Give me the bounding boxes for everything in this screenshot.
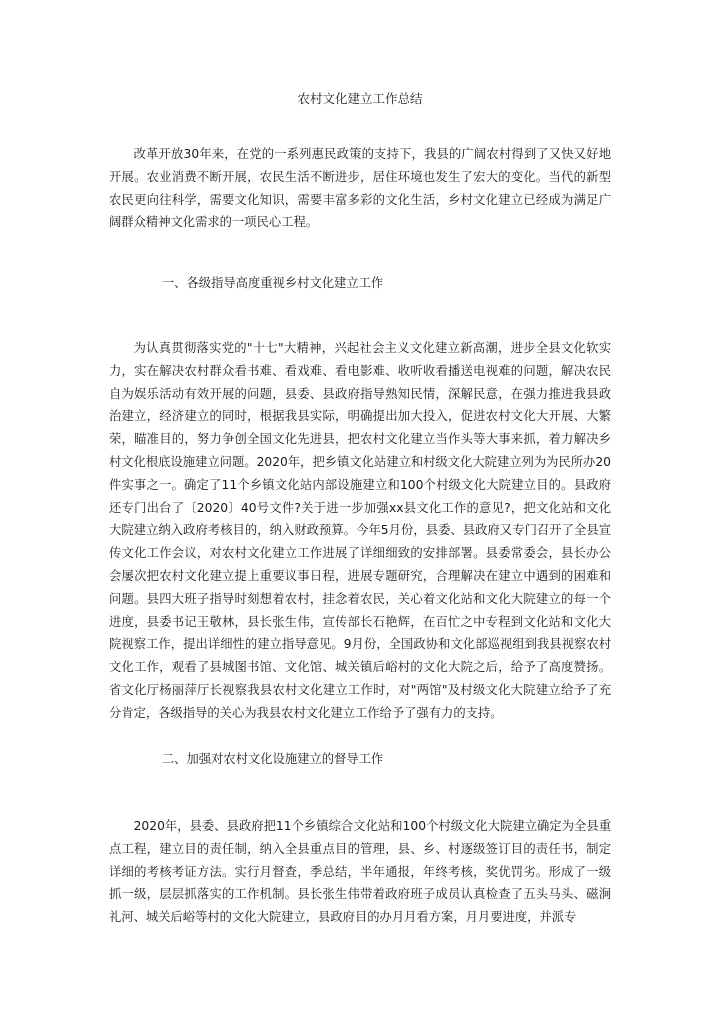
document-title: 农村文化建立工作总结 (297, 91, 423, 106)
section-heading-2: 二、加强对农村文化设施建立的督导工作 (161, 752, 384, 766)
section-heading-1: 一、各级指导高度重视乡村文化建立工作 (161, 276, 384, 290)
section-paragraph-1: 为认真贯彻落实党的"十七"大精神，兴起社会主义文化建立新高潮，进步全县文化软实力，实在解决农村群众看书难、看戏难、看电影难、收听收看播送电视难的问题，解决农民自为娱乐活动有效开展的问题，县委、县政府指导熟知民情，深解民意，在强力推进我县政治建立，经济建立的同时，根据我县实际，明确提出加大投入，促进农村文化大开展、大繁荣，瞄准目的，努力争创全国文化先进县，把农村文化建立当作头等大事来抓，着力解决乡村文化根底设施建立问题。2020年，把乡镇文化站建立和村级文化大院建立列为为民所办20件实事之一。确定了11个乡镇文化站内部设施建立和100个村级文化大院建立目的。县政府还专门出台了〔2020〕40号文件?关于进一步加强xx县文化工作的意见?，把文化站和文化大院建立纳入政府考核目的，纳入财政预算。今年5月份，县委、县政府又专门召开了全县宣传文化工作会议，对农村文化建立工作进展了详细细致的安排部署。县委常委会，县长办公会屡次把农村文化建立提上重要议事日程，进展专题研究，合理解决在建立中遇到的困难和问题。县四大班子指导时刻想着农村，挂念着农民，关心着文化站和文化大院建立的每一个进度，县委书记王敬林，县长张生伟，宣传部长石艳辉，在百忙之中专程到文化站和文化大院视察工作，提出详细性的建立指导意见。9月份，全国政协和文化部巡视组到我县视察农村文化工作，观看了县城图书馆、文化馆、城关镇后峪村的文化大院之后，给予了高度赞扬。省文化厅杨丽萍厅长视察我县农村文化建立工作时，对"两馆"及村级文化大院建立给予了充分肯定，各级指导的关心为我县农村文化建立工作给予了强有力的支持。 (109, 341, 611, 720)
intro-paragraph: 改革开放30年来，在党的一系列惠民政策的支持下，我县的广阔农村得到了又快又好地开展。农业消费不断开展，农民生活不断进步，居住环境也发生了宏大的变化。当代的新型农民更向往科学，需要文化知识，需要丰富多彩的文化生活，乡村文化建立已经成为满足广阔群众精神文化需求的一项民心工程。 (109, 147, 611, 230)
section-paragraph-2: 2020年，县委、县政府把11个乡镇综合文化站和100个村级文化大院建立确定为全县重点工程，建立目的责任制，纳入全县重点目的管理，县、乡、村逐级签订目的责任书，制定详细的考核考证方法。实行月督查，季总结，半年通报，年终考核，奖优罚劣。形成了一级抓一级，层层抓落实的工作机制。县长张生伟带着政府班子成员认真检查了五头马头、磁涧礼河、城关后峪等村的文化大院建立，县政府目的办月月看方案，月月要进度，并派专 (109, 819, 611, 925)
